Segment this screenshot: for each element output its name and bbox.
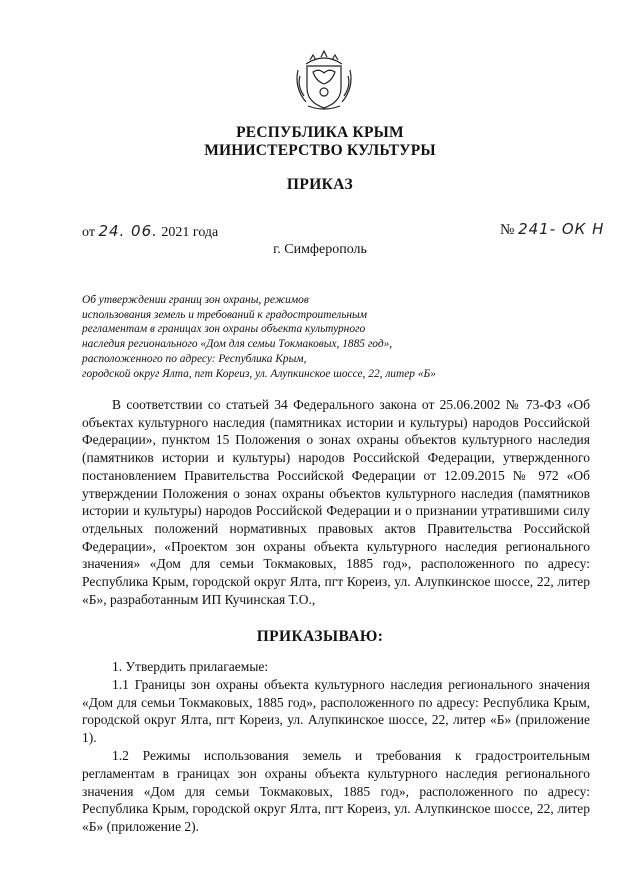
subject-line: наследия регионального «Дом для семьи Токмаковых, 1885 год», xyxy=(82,338,393,351)
preamble-paragraph: В соответствии со статьей 34 Федерального закона от 25.06.2002 № 73-ФЗ «Об объектах культурного наследия (памятниках истории и культуры) народов Российской Федерации», пунктом 15 Положения о зонах охраны объектов культурного наследия (памятников истории и культуры) народов Российской Федерации, утвержденного постановлением Правительства Российской Федерации от 12.09.2015 № 972 «Об утверждении Положения о зонах охраны объектов культурного наследия (памятников истории и культуры) народов Российской Федерации и о признании утратившими силу отдельных положений нормативных правовых актов Правительства Российской Федерации», «Проектом зон охраны объекта культурного наследия регионального значения» «Дом для семьи Токмаковых, 1885 год», расположенного по адресу: Республика Крым, городской округ Ялта, пгт Кореиз, ул. Алупкинское шоссе, 22, литер «Б», разработанным ИП Кучинская Т.О., xyxy=(82,397,590,607)
org-name-ministry: МИНИСТЕРСТВО КУЛЬТУРЫ xyxy=(204,142,436,159)
org-name-republic: РЕСПУБЛИКА КРЫМ xyxy=(236,124,404,141)
preamble-block xyxy=(82,396,590,608)
number-sign: № xyxy=(500,222,515,238)
crimea-coat-of-arms-icon xyxy=(292,48,356,112)
order-number xyxy=(500,220,604,239)
order-item-1: 1. Утвердить прилагаемые: xyxy=(112,659,269,674)
date-prefix: от xyxy=(82,225,95,240)
handwritten-number: 241- ОК Н xyxy=(518,220,605,238)
order-item-1-1: 1.1 Границы зон охраны объекта культурного наследия регионального значения «Дом для семьи Токмаковых, 1885 год», расположенного по адресу: Республика Крым, городской округ Ялта, пгт Кореиз, ул. Алупкинское шоссе, 22, литер «Б» (приложение 1). xyxy=(82,676,590,746)
city-name: г. Симферополь xyxy=(273,242,367,257)
order-heading: ПРИКАЗЫВАЮ: xyxy=(256,628,384,645)
date-year: 2021 года xyxy=(161,225,219,240)
subject-line: использования земель и требований к градостроительным xyxy=(82,308,368,321)
document-type-title: ПРИКАЗ xyxy=(286,176,354,193)
subject-line: городской округ Ялта, пгт Кореиз, ул. Алупкинское шоссе, 22, литер «Б» xyxy=(82,367,436,380)
subject-line: расположенного по адресу: Республика Крым, xyxy=(82,352,307,365)
order-item-1-2: 1.2 Режимы использования земель и требования к градостроительным регламентам в границах зон охраны объекта культурного наследия регионального значения «Дом для семьи Токмаковых, 1885 год», расположенного по адресу: Республика Крым, городской округ Ялта, пгт Кореиз, ул. Алупкинское шоссе, 22, литер «Б» (приложение 2). xyxy=(82,747,590,835)
subject-line: регламентам в границах зон охраны объекта культурного xyxy=(82,323,366,336)
subject-line: Об утверждении границ зон охраны, режимов xyxy=(82,294,309,306)
handwritten-date: 24. 06. xyxy=(98,222,158,240)
date-line xyxy=(82,222,218,241)
order-items xyxy=(82,658,590,836)
subject-block xyxy=(82,293,522,381)
